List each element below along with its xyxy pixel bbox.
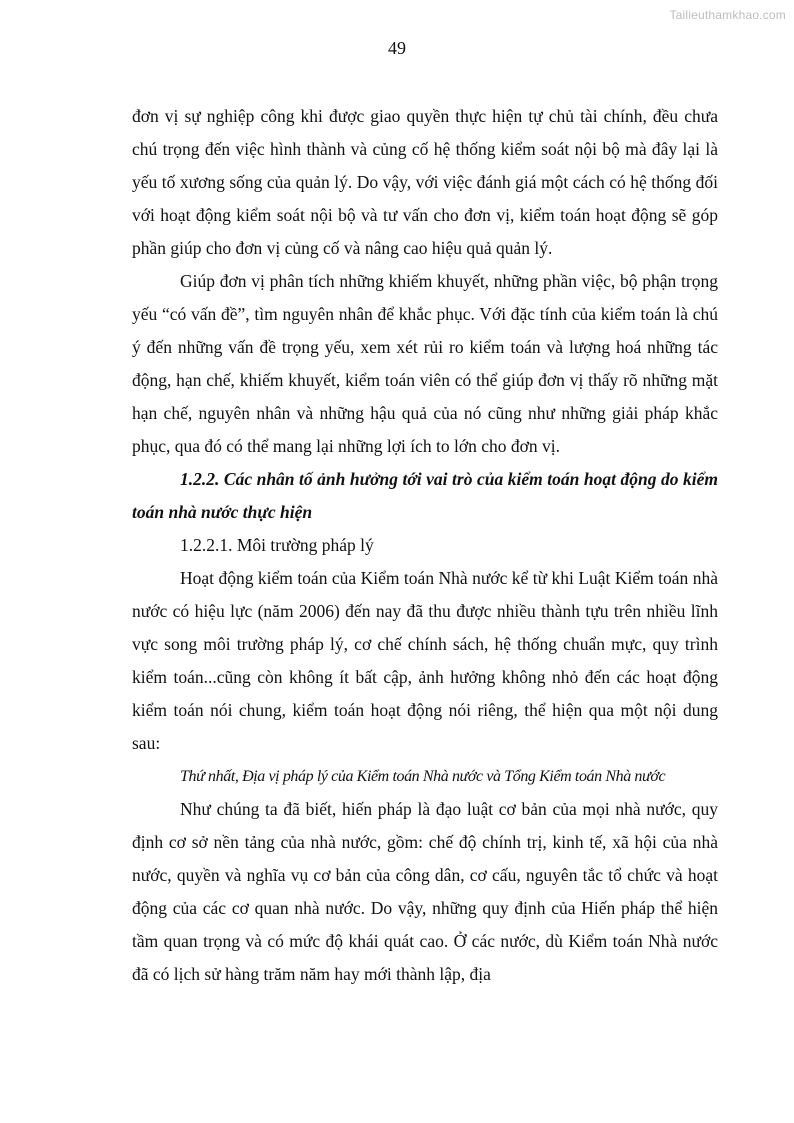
document-body (132, 100, 718, 991)
paragraph-audit-benefits: Giúp đơn vị phân tích những khiếm khuyết, những phần việc, bộ phận trọng yếu “có vấn đề”, tìm nguyên nhân để khắc phục. Với đặc tính của kiểm toán là chú ý đến những vấn đề trọng yếu, xem xét rủi ro kiểm toán và lượng hoá những tác động, hạn chế, khiếm khuyết, kiểm toán viên có thể giúp đơn vị thấy rõ những mặt hạn chế, nguyên nhân và những hậu quả của nó cũng như những giải pháp khắc phục, qua đó có thể mang lại những lợi ích to lớn cho đơn vị. (132, 271, 718, 456)
section-heading-1-2-2: 1.2.2. Các nhân tố ảnh hưởng tới vai trò của kiểm toán hoạt động do kiểm toán nhà nước thực hiện (132, 469, 718, 522)
paragraph-legal-environment: Hoạt động kiểm toán của Kiểm toán Nhà nước kể từ khi Luật Kiểm toán nhà nước có hiệu lực (năm 2006) đến nay đã thu được nhiều thành tựu trên nhiều lĩnh vực song môi trường pháp lý, cơ chế chính sách, hệ thống chuẩn mực, quy trình kiểm toán...cũng còn không ít bất cập, ảnh hưởng không nhỏ đến các hoạt động kiểm toán nói chung, kiểm toán hoạt động nói riêng, thể hiện qua một nội dung sau: (132, 568, 718, 753)
subsection-heading-1-2-2-1: 1.2.2.1. Môi trường pháp lý (180, 535, 374, 555)
paragraph-continuation: đơn vị sự nghiệp công khi được giao quyền thực hiện tự chủ tài chính, đều chưa chú trọng đến việc hình thành và củng cố hệ thống kiểm soát nội bộ mà đây lại là yếu tố xương sống của quản lý. Do vậy, với việc đánh giá một cách có hệ thống đối với hoạt động kiểm soát nội bộ và tư vấn cho đơn vị, kiểm toán hoạt động sẽ góp phần giúp cho đơn vị củng cố và nâng cao hiệu quả quản lý. (132, 106, 718, 258)
item-heading-first: Thứ nhất, Địa vị pháp lý của Kiểm toán Nhà nước và Tổng Kiểm toán Nhà nước (180, 768, 666, 785)
watermark: Tailieuthamkhao.com (669, 8, 786, 22)
paragraph-constitution: Như chúng ta đã biết, hiến pháp là đạo luật cơ bản của mọi nhà nước, quy định cơ sở nền tảng của nhà nước, gồm: chế độ chính trị, kinh tế, xã hội của nhà nước, quyền và nghĩa vụ cơ bản của công dân, cơ cấu, nguyên tắc tổ chức và hoạt động của các cơ quan nhà nước. Do vậy, những quy định của Hiến pháp thể hiện tầm quan trọng và có mức độ khái quát cao. Ở các nước, dù Kiểm toán Nhà nước đã có lịch sử hàng trăm năm hay mới thành lập, địa (132, 799, 718, 984)
page-number: 49 (388, 38, 406, 58)
